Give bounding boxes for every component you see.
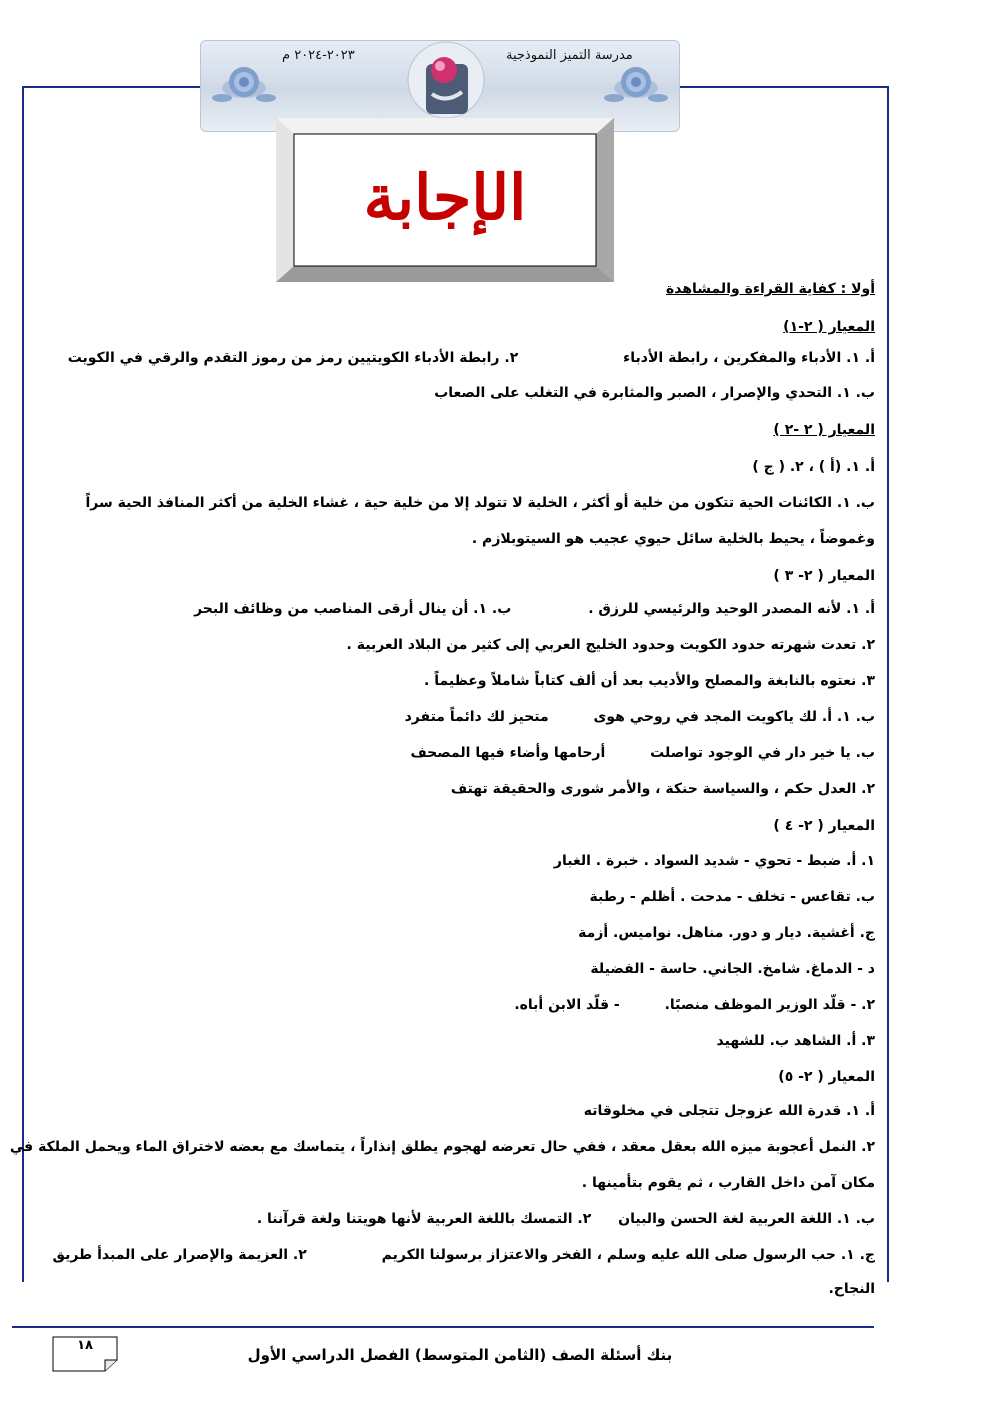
poem-hemistich-1: ب. يا خير دار في الوجود تواصلت	[650, 745, 875, 761]
section-heading: أولا : كفاية القراءة والمشاهدة	[665, 281, 875, 297]
answer-line	[20, 347, 875, 369]
answer-line	[20, 1208, 875, 1230]
frame-top-left	[22, 86, 202, 88]
answer-part-a: أ. ١. الأدباء والمفكرين ، رابطة الأدباء	[623, 350, 875, 366]
answer-line	[20, 1244, 875, 1266]
standard-heading: المعيار ( ٢-١)	[783, 319, 875, 335]
answer-line: د - الدماغ. شامخ. الجاني. حاسة - الفضيلة	[590, 961, 875, 977]
answer-part-b: ب. ١. أن ينال أرقى المناصب من وظائف البحر	[194, 601, 512, 617]
poem-line	[20, 706, 875, 728]
standard-heading: المعيار ( ٢- ٥)	[778, 1069, 875, 1085]
answer-line: ٢. النمل أعجوبة ميزه الله بعقل معقد ، ففي حال تعرضه لهجوم يطلق إنذاراً ، يتماسك مع بعضه لاختراق الماء ويحمل الملكة في	[9, 1139, 875, 1155]
answer-part-a: ج. ١. حب الرسول صلى الله عليه وسلم ، الفخر والاعتزاز برسولنا الكريم	[381, 1247, 875, 1263]
rose-ornament-left	[210, 52, 278, 120]
answer-line: ٢. تعدت شهرته حدود الكويت وحدود الخليج العربي إلى كثير من البلاد العربية .	[346, 637, 875, 653]
footer-rule	[12, 1326, 874, 1328]
page-number: ١٨	[77, 1338, 93, 1353]
answer-line: ٣. أ. الشاهد ب. للشهيد	[716, 1033, 875, 1049]
answer-line	[20, 994, 875, 1016]
answer-line: ب. ١. الكائنات الحية تتكون من خلية أو أكثر ، الخلية لا تتولد إلا من خلية حية ، غشاء الخلية من أكثر المنافذ الحية سراً	[85, 495, 875, 511]
standard-heading: المعيار ( ٢- ٣ )	[773, 568, 875, 584]
frame-top-right	[676, 86, 889, 88]
answer-line: ٢. العدل حكم ، والسياسة حنكة ، والأمر شورى والحقيقة تهتف	[450, 781, 875, 797]
footer-book-title: بنك أسئلة الصف (الثامن المتوسط) الفصل الدراسي الأول	[247, 1346, 673, 1364]
answer-part-a: ب. ١. اللغة العربية لغة الحسن والبيان	[618, 1211, 875, 1227]
poem-line	[20, 742, 875, 764]
answer-line: ج. أغشية. ديار و دور. مناهل. نواميس. أزمة	[578, 925, 875, 941]
answer-line: مكان آمن داخل القارب ، ثم يقوم بتأمينها .	[581, 1175, 875, 1191]
answer-line: وغموضاً ، يحيط بالخلية سائل حيوي عجيب هو السيتوبلازم .	[471, 531, 875, 547]
school-logo	[404, 38, 488, 122]
standard-heading: المعيار ( ٢- ٤ )	[773, 818, 875, 834]
school-year: ٢٠٢٣-٢٠٢٤ م	[282, 48, 355, 63]
school-name: مدرسة التميز النموذجية	[506, 48, 633, 63]
standard-heading: المعيار ( ٢ -٢ )	[773, 422, 875, 438]
answer-part-b: ٢. العزيمة والإصرار على المبدأ طريق	[52, 1247, 307, 1263]
answer-line	[20, 598, 875, 620]
poem-hemistich-1: ب. ١. أ. لك ياكويت المجد في روحي هوى	[593, 709, 875, 725]
answer-part-b: ٢. التمسك باللغة العربية لأنها هويتنا ولغة قرآننا .	[256, 1211, 592, 1227]
answer-part-a: ٢. - قلّد الوزير الموظف منصبًا.	[664, 997, 875, 1013]
answer-part-b: - قلّد الابن أباه.	[514, 997, 620, 1013]
answer-line: ب. تقاعس - تخلف - مدحت . أظلم - رطبة	[589, 889, 875, 905]
answer-line: ب. ١. التحدي والإصرار ، الصبر والمثابرة في التغلب على الصعاب	[434, 385, 875, 401]
frame-right	[887, 86, 889, 1282]
answer-part-a: أ. ١. لأنه المصدر الوحيد والرئيسي للرزق .	[588, 601, 875, 617]
answer-line: ٣. نعتوه بالنابغة والمصلح والأديب بعد أن ألف كتاباً شاملاً وعظيماً .	[424, 673, 875, 689]
answer-line: أ. ١. (أ ) ، ٢. ( ج )	[752, 459, 875, 475]
answer-line: النجاح.	[828, 1281, 875, 1297]
answer-line: أ. ١. قدرة الله عزوجل تتجلى في مخلوقاته	[583, 1103, 875, 1119]
poem-hemistich-2: أرحامها وأضاء فيها المصحف	[410, 745, 606, 761]
answer-part-b: ٢. رابطة الأدباء الكويتيين رمز من رموز التقدم والرقي في الكويت	[67, 350, 519, 366]
page-title: الإجابة	[363, 161, 527, 234]
poem-hemistich-2: متحيز لك دائماً متفرد	[404, 709, 549, 725]
answer-line: ١. أ. ضبط - تحوي - شديد السواد . خبرة . الغبار	[553, 853, 875, 869]
